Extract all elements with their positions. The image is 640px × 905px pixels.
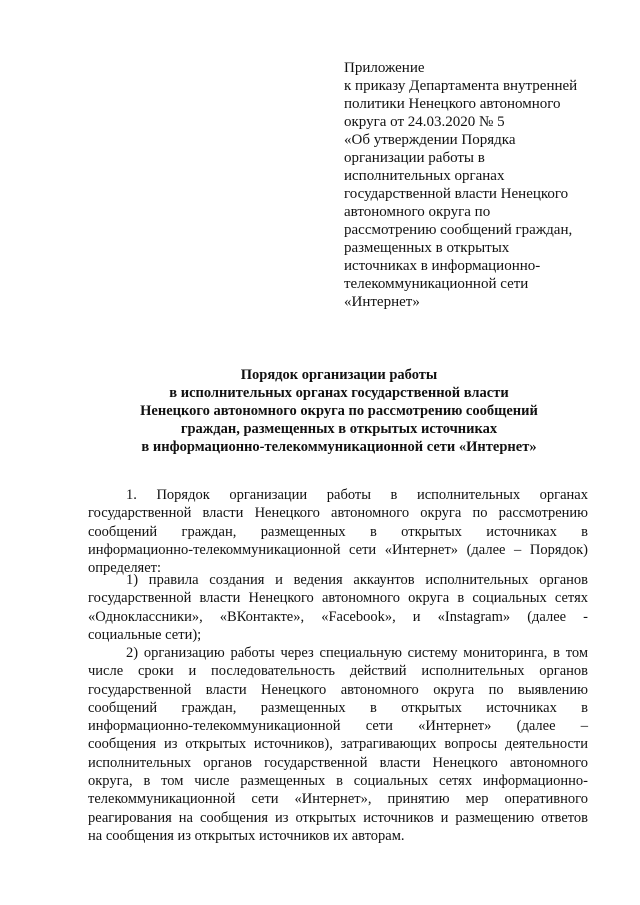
paragraph-line: информационно-телекоммуникационной сети «Интернет» (далее – Порядок)	[88, 541, 588, 558]
paragraph-1	[88, 486, 588, 577]
paragraph-line: сообщений граждан, размещенных в открытых источниках в	[88, 523, 588, 540]
paragraph-2	[88, 571, 588, 644]
appendix-header	[344, 59, 594, 311]
title-line: Порядок организации работы	[240, 367, 438, 383]
paragraph-line: исполнительных органов государственной власти Ненецкого автономного	[88, 754, 588, 771]
document-title	[80, 366, 598, 456]
appendix-line: источниках в информационно-	[344, 258, 541, 274]
paragraph-line: «Одноклассники», «ВКонтакте», «Facebook», и «Instagram» (далее -	[88, 608, 588, 625]
paragraph-line: на сообщения из открытых источников их авторам.	[88, 827, 405, 844]
appendix-line: организации работы в	[344, 150, 485, 166]
appendix-line: исполнительных органах	[344, 168, 505, 184]
appendix-line: телекоммуникационной сети	[344, 276, 529, 292]
paragraph-line: государственной власти Ненецкого автономного округа в социальных сетях	[88, 590, 588, 607]
paragraph-line: 1. Порядок организации работы в исполнительных органах	[126, 487, 588, 503]
paragraph-line: сообщения из открытых источников), затрагивающих вопросы деятельности	[88, 736, 588, 753]
title-line: граждан, размещенных в открытых источниках	[180, 421, 498, 437]
paragraph-line: числе сроки и последовательность действий исполнительных органов	[88, 663, 588, 680]
paragraph-3	[88, 644, 588, 845]
paragraph-line: государственной власти Ненецкого автономного округа по выявлению	[88, 681, 588, 698]
paragraph-line: информационно-телекоммуникационной сети «Интернет» (далее –	[88, 718, 588, 735]
paragraph-line: реагирования на сообщения из открытых источников и размещению ответов	[88, 809, 588, 826]
title-line: в информационно-телекоммуникационной сети «Интернет»	[141, 439, 537, 455]
title-line: в исполнительных органах государственной власти	[169, 385, 509, 401]
paragraph-line: 2) организацию работы через специальную систему мониторинга, в том	[126, 645, 588, 661]
paragraph-line: 1) правила создания и ведения аккаунтов исполнительных органов	[126, 572, 588, 588]
appendix-line: политики Ненецкого автономного	[344, 96, 561, 112]
paragraph-line: социальные сети);	[88, 626, 202, 643]
appendix-line: к приказу Департамента внутренней	[344, 78, 578, 94]
title-line: Ненецкого автономного округа по рассмотрению сообщений	[140, 403, 538, 419]
paragraph-line: телекоммуникационной сети «Интернет», принятию мер оперативного	[88, 791, 588, 808]
paragraph-line: определяет:	[88, 560, 162, 577]
paragraph-line: округа, в том числе размещенных в социальных сетях информационно-	[88, 773, 588, 790]
appendix-line: «Интернет»	[344, 294, 420, 310]
paragraph-line: сообщений граждан, размещенных в открытых источниках в	[88, 699, 588, 716]
appendix-line: округа от 24.03.2020 № 5	[344, 114, 505, 130]
appendix-line: рассмотрению сообщений граждан,	[344, 222, 573, 238]
appendix-line: автономного округа по	[344, 204, 491, 220]
appendix-line: государственной власти Ненецкого	[344, 186, 569, 202]
appendix-line: размещенных в открытых	[344, 240, 510, 256]
appendix-line: «Об утверждении Порядка	[344, 132, 516, 148]
paragraph-line: государственной власти Ненецкого автономного округа по рассмотрению	[88, 505, 588, 522]
appendix-line: Приложение	[344, 60, 425, 76]
